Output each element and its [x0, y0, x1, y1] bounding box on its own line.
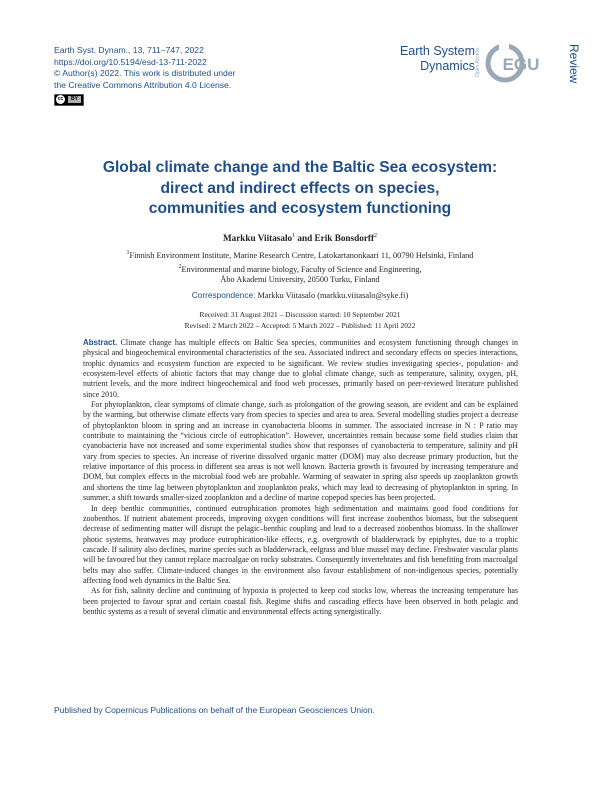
citation-journal-volume: Earth Syst. Dynam., 13, 711–747, 2022 [54, 45, 204, 55]
citation-copyright: © Author(s) 2022. This work is distributed under [54, 68, 236, 79]
abstract-label: Abstract. [83, 338, 118, 347]
correspondence-contact[interactable]: Markku Viitasalo (markku.viitasalo@syke.fi) [257, 291, 409, 300]
title-line2: direct and indirect effects on species, [160, 179, 440, 197]
affiliation-text: Environmental and marine biology, Faculty of Science and Engineering, [181, 264, 422, 274]
affiliation-1 [60, 248, 540, 262]
affiliation-text: Finnish Environment Institute, Marine Research Centre, Latokartanonkaari 11, 00790 Helsinki, Finland [129, 250, 474, 260]
article-type-label: Review [567, 44, 581, 84]
cc-by-badge[interactable] [54, 94, 84, 106]
author-affiliation-mark: 1 [292, 233, 296, 239]
affiliation-2 [60, 262, 540, 276]
affiliation-mark: 2 [178, 263, 182, 270]
egu-logo-gap [499, 42, 509, 54]
article-title [60, 158, 540, 220]
dates-published: Revised: 2 March 2022 – Accepted: 5 March 2022 – Published: 11 April 2022 [184, 320, 416, 330]
author-conjunction: and [297, 233, 313, 244]
journal-name [380, 44, 475, 74]
correspondence [60, 290, 540, 300]
citation-license-link[interactable]: the Creative Commons Attribution 4.0 License. [54, 80, 232, 91]
abstract-text: Climate change has multiple effects on Baltic Sea species, communities and ecosystem functioning through changes in physical and biogeochemical environmental characteristics of the sea. Associated indirect and secondary effects on species interactions, trophic dynamics and ecosystem function are expected to be significant. We review studies investigating species-, population- and ecosystem-level effects of abiotic factors that may change due to global climate change, such as temperature, salinity, oxygen, pH, nutrient levels, and the more indirect biogeochemical and food web processes, primarily based on peer-reviewed literature published since 2010. [83, 338, 518, 399]
author-list [60, 233, 540, 243]
journal-name-line2: Dynamics [420, 59, 475, 73]
abstract-paragraph [83, 338, 518, 400]
open-access-label: Open Access [475, 47, 481, 77]
affiliation-mark: 1 [126, 250, 130, 256]
author-affiliation-mark: 2 [374, 233, 378, 239]
citation-doi-link[interactable]: https://doi.org/10.5194/esd-13-711-2022 [54, 56, 207, 67]
affiliations [60, 248, 540, 286]
publication-dates [60, 310, 540, 332]
cc-icon: cc [57, 96, 64, 102]
correspondence-label: Correspondence: [191, 290, 256, 300]
egu-logo-text: EGU [502, 55, 540, 74]
abstract-paragraph: For phytoplankton, clear symptoms of climate change, such as prolongation of the growing season, are evident and can be explained by the warming, but otherwise climate effects vary from species to species and area to area. Several modelling studies project a decrease of phytoplankton bloom in spring and an increase in cyanobacteria blooms in summer. The associated increase in N : P ratio may contribute to maintaining the “vicious circle of eutrophication”. However, uncertainties remain because some field studies claim that cyanobacteria have not increased and some experimental studies show that responses of cyanobacteria to temperature, salinity and pH vary from species to species. An increase of riverine dissolved organic matter (DOM) may also decrease primary production, but the relative importance of this process in different sea areas is not well known. Bacteria growth is favoured by increasing temperature and DOM, but complex effects in the microbial food web are probable. Warming of seawater in spring also speeds up zooplankton growth and shortens the time lag between phytoplankton and zooplankton peaks, which may lead to decreasing of phytoplankton in spring. In summer, a shift towards smaller-sized zooplankton and a decline of marine copepod species has been projected. [83, 400, 518, 503]
abstract-paragraph: As for fish, salinity decline and continuing of hypoxia is projected to keep cod stocks low, whereas the increasing temperature has been projected to favour sprat and certain coastal fish. Regime shifts and cascading effects have been observed in both pelagic and benthic systems as a result of several climatic and environmental effects acting synergistically. [83, 586, 518, 616]
affiliation-2-cont: Åbo Akademi University, 20500 Turku, Finland [220, 275, 380, 285]
title-line3: communities and ecosystem functioning [148, 200, 452, 217]
by-icon: BY [68, 96, 81, 103]
dates-received: Received: 31 August 2021 – Discussion started: 10 September 2021 [199, 310, 401, 319]
journal-name-line1: Earth System [399, 44, 475, 58]
egu-logo-icon [485, 42, 547, 84]
abstract [83, 338, 518, 617]
author-name: Erik Bonsdorff [314, 233, 375, 244]
title-line1: Global climate change and the Baltic Sea ecosystem: [102, 159, 498, 176]
publisher-footer: Published by Copernicus Publications on behalf of the European Geosciences Union. [54, 705, 375, 715]
author-name: Markku Viitasalo [222, 233, 293, 244]
citation-block [54, 45, 235, 92]
abstract-paragraph: In deep benthic communities, continued eutrophication promotes high sedimentation and maintains good food conditions for zoobenthos. If nutrient abatement proceeds, improving oxygen conditions will first increase zoobenthos biomass, but the subsequent decrease of sedimenting matter will disrupt the pelagic–benthic coupling and lead to a decreased zoobenthos biomass. In the shallower photic systems, heatwaves may produce eutrophication-like effects, e.g. overgrowth of bladderwrack by epiphytes, due to a trophic cascade. If salinity also declines, marine species such as bladderwrack, eelgrass and blue mussel may decline. Freshwater vascular plants will be favoured but they cannot replace macroalgae on rocky substrates. Consequently invertebrates and fish benefiting from macroalgal belts may also suffer. Climate-induced changes in the environment also favour establishment of non-indigenous species, potentially affecting food web dynamics in the Baltic Sea. [83, 503, 518, 585]
